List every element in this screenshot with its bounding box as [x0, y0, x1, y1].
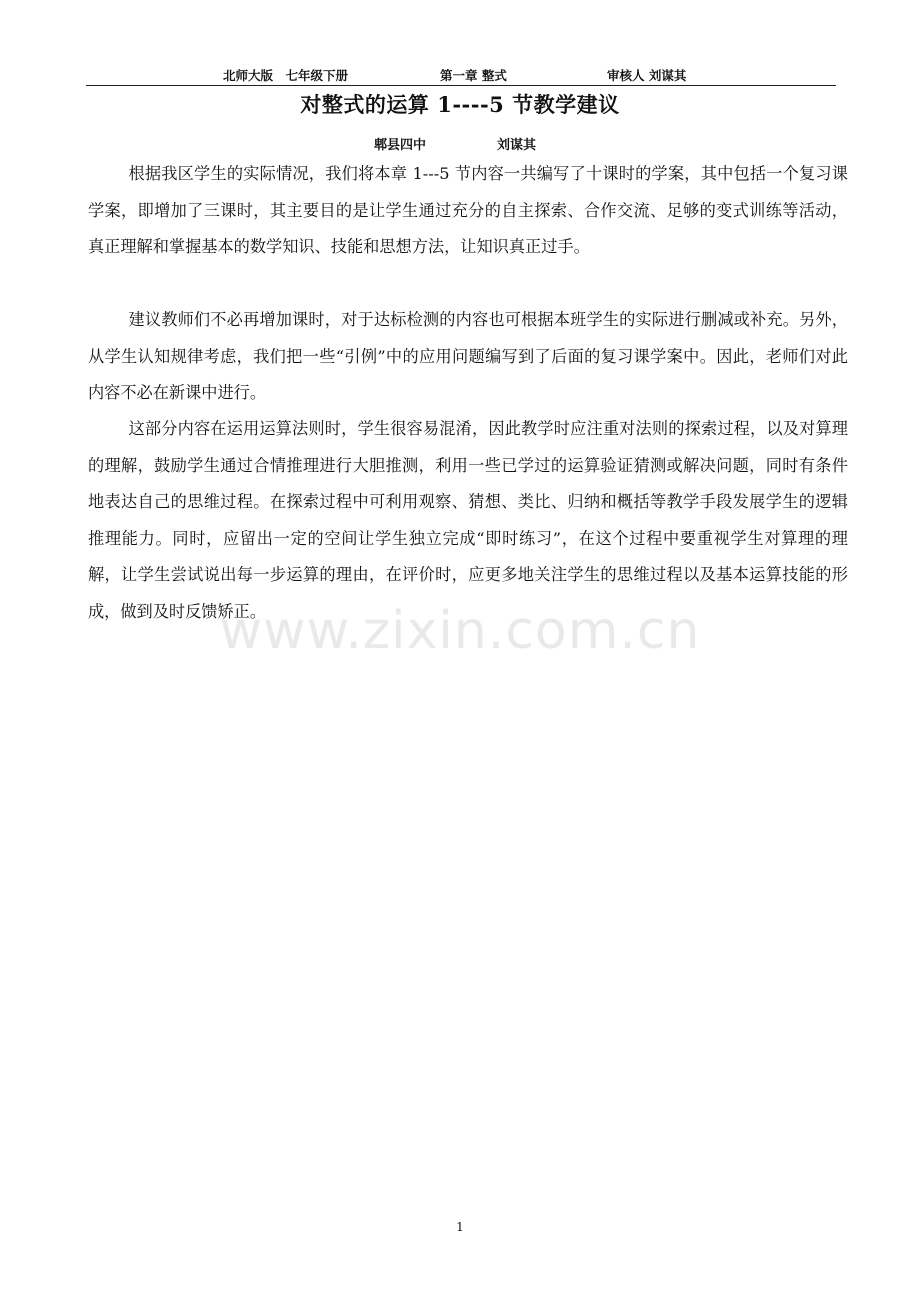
running-header: [86, 66, 836, 84]
byline: [0, 134, 920, 154]
body-paragraph-2: [88, 302, 848, 412]
page-number: 1: [456, 1220, 464, 1234]
document-title: 对整式的运算 1----5 节教学建议: [300, 92, 620, 117]
header-divider: [86, 85, 836, 86]
header-textbook-edition: 北师大版 七年级下册: [223, 68, 349, 83]
header-reviewer: 审核人 刘谋其: [607, 68, 687, 83]
paragraph-text: 这部分内容在运用运算法则时，学生很容易混淆，因此教学时应注重对法则的探索过程，以及对算理的理解，鼓励学生通过合情推理进行大胆推测，利用一些已学过的运算验证猜测或解决问题，同时有条件地表达自己的思维过程。在探索过程中可利用观察、猜想、类比、归纳和概括等教学手段发展学生的逻辑推理能力。同时，应留出一定的空间让学生独立完成“即时练习”，在这个过程中要重视学生对算理的理解，让学生尝试说出每一步运算的理由，在评价时，应更多地关注学生的思维过程以及基本运算技能的形成，做到及时反馈矫正。: [88, 419, 848, 621]
watermark: www.zixin.com.cn: [219, 601, 701, 661]
paragraph-text: 建议教师们不必再增加课时，对于达标检测的内容也可根据本班学生的实际进行删减或补充。另外，从学生认知规律考虑，我们把一些“引例”中的应用问题编写到了后面的复习课学案中。因此，老师们对此内容不必在新课中进行。: [88, 310, 848, 402]
body-paragraph-1: [88, 156, 848, 266]
paragraph-text: 根据我区学生的实际情况，我们将本章 1---5 节内容一共编写了十课时的学案，其中包括一个复习课学案，即增加了三课时，其主要目的是让学生通过充分的自主探索、合作交流、足够的变式训练等活动，真正理解和掌握基本的数学知识、技能和思想方法，让知识真正过手。: [88, 164, 848, 256]
author-school: 郫县四中: [374, 138, 427, 153]
author-name: 刘谋其: [497, 138, 537, 153]
body-paragraph-3: [88, 411, 848, 630]
header-chapter: 第一章 整式: [440, 68, 507, 83]
